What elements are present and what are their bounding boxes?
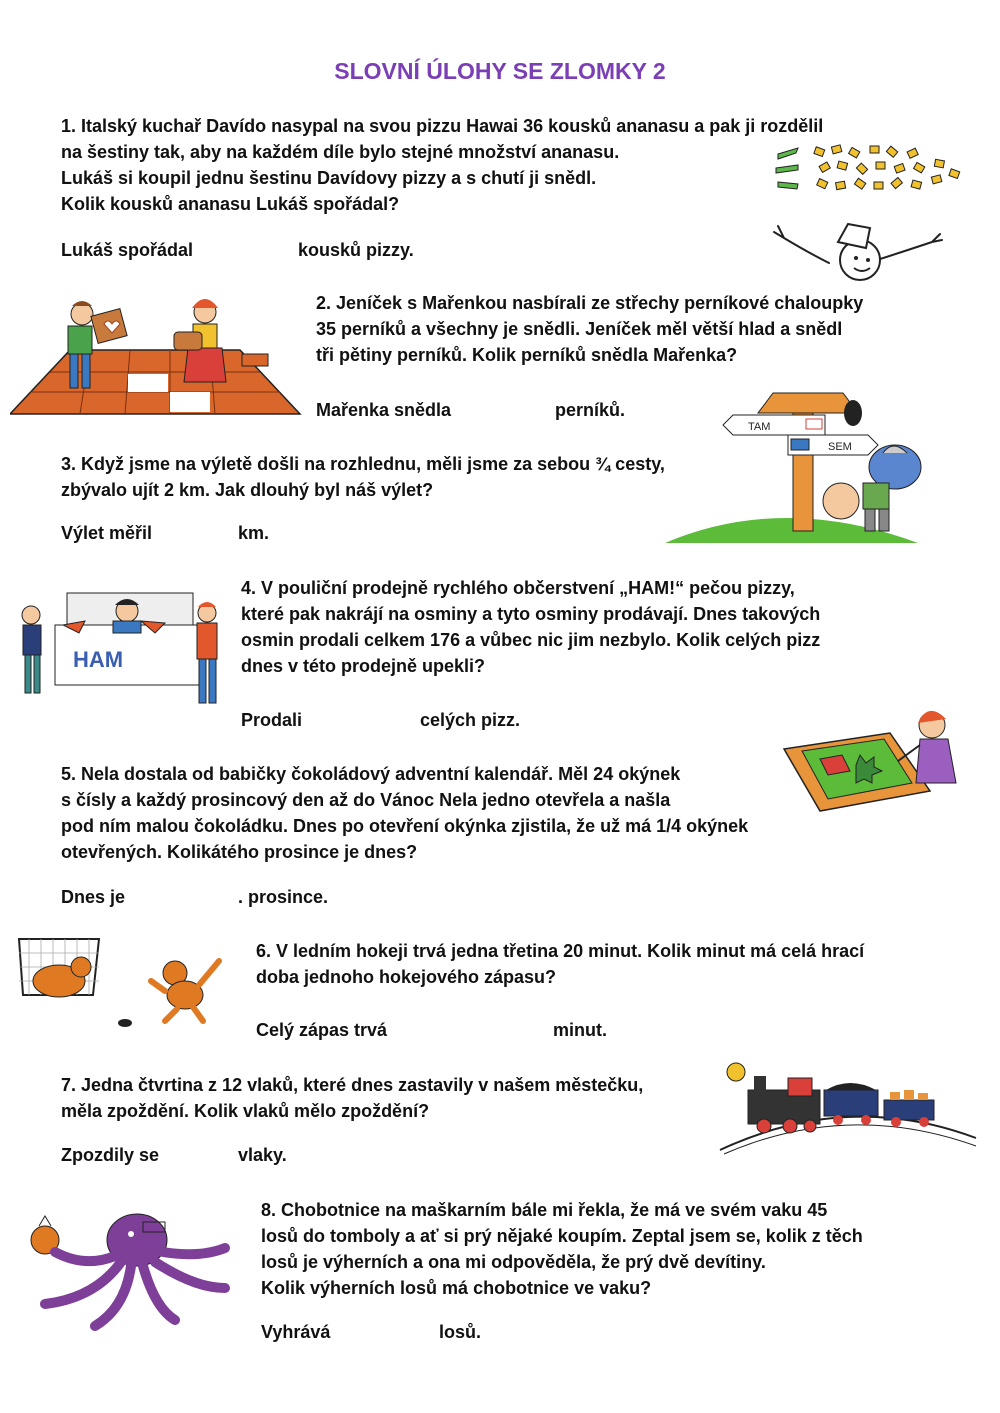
problem-6-answer-prefix: Celý zápas trvá (256, 1020, 388, 1040)
problem-8-text (261, 1197, 863, 1301)
train-illustration (718, 1060, 978, 1155)
problem-6-text (256, 938, 864, 990)
page-title: SLOVNÍ ÚLOHY SE ZLOMKY 2 (334, 58, 666, 84)
problem-3-answer-suffix: km. (238, 523, 270, 543)
cook-illustration (770, 212, 945, 292)
problem-2-answer-prefix: Mařenka snědla (316, 400, 452, 420)
problem-2-text (316, 290, 863, 368)
problem-5-line: s čísly a každý prosincový den až do Vánoc Nela jedno otevřela a našla (61, 790, 671, 810)
ham-shop-illustration (15, 585, 235, 715)
problem-6-answer-suffix: minut. (553, 1020, 607, 1040)
problem-8-answer-suffix: losů. (439, 1322, 482, 1342)
problem-5-answer-suffix: . prosince. (238, 887, 329, 907)
problem-1-text (61, 113, 823, 217)
problem-3-line: 3. Když jsme na výletě došli na rozhlednu, měli jsme za sebou ¾ cesty, (61, 454, 665, 474)
problem-3-text (61, 451, 665, 503)
sign-back-label: SEM (828, 441, 852, 453)
problem-4-line: dnes v této prodejně upekli? (241, 656, 486, 676)
hockey-bears-illustration (15, 935, 245, 1030)
problem-7-answer-suffix: vlaky. (238, 1145, 287, 1165)
problem-2-line: 2. Jeníček s Mařenkou nasbírali ze střechy perníkové chaloupky (316, 293, 864, 313)
sign-there-label: TAM (748, 421, 771, 433)
problem-2-line: 35 perníků a všechny je snědli. Jeníček měl větší hlad a snědl (316, 319, 843, 339)
problem-8-line: 8. Chobotnice na maškarním bále mi řekla, že má ve svém vaku 45 (261, 1200, 828, 1220)
problem-2-answer-suffix: perníků. (555, 400, 626, 420)
gingerbread-roof-illustration (10, 292, 305, 422)
problem-5-answer-prefix: Dnes je (61, 887, 126, 907)
advent-calendar-illustration (780, 705, 970, 815)
problem-3-answer-prefix: Výlet měřil (61, 523, 153, 543)
problem-1-line: Kolik kousků ananasu Lukáš spořádal? (61, 194, 400, 214)
problem-5-text (61, 761, 748, 865)
problem-4-text (241, 575, 820, 679)
signpost-hiker-illustration (663, 383, 923, 548)
problem-7-answer-prefix: Zpozdily se (61, 1145, 160, 1165)
problem-1-line: na šestiny tak, aby na každém díle bylo stejné množství ananasu. (61, 142, 620, 162)
problem-4-line: 4. V pouliční prodejně rychlého občerstvení „HAM!“ pečou pizzy, (241, 578, 795, 598)
problem-7-line: 7. Jedna čtvrtina z 12 vlaků, které dnes zastavily v našem městečku, (61, 1075, 644, 1095)
problem-1-line: Lukáš si koupil jednu šestinu Davídovy pizzy a s chutí ji snědl. (61, 168, 597, 188)
problem-6-line: doba jednoho hokejového zápasu? (256, 967, 557, 987)
pineapple-pieces-illustration (770, 140, 970, 200)
problem-1-answer-suffix: kousků pizzy. (298, 240, 414, 260)
problem-4-line: osmin prodali celkem 176 a vůbec nic jim nezbylo. Kolik celých pizz (241, 630, 821, 650)
problem-4-answer-prefix: Prodali (241, 710, 303, 730)
problem-1-answer-prefix: Lukáš spořádal (61, 240, 194, 260)
problem-5-line: otevřených. Kolikátého prosince je dnes? (61, 842, 418, 862)
problem-8-line: losů je výherních a ona mi odpověděla, že prý dvě devítiny. (261, 1252, 766, 1272)
shop-sign-text: HAM (73, 647, 124, 672)
problem-6-line: 6. V ledním hokeji trvá jedna třetina 20 minut. Kolik minut má celá hrací (256, 941, 865, 961)
problem-7-line: měla zpoždění. Kolik vlaků mělo zpoždění? (61, 1101, 430, 1121)
problem-5-line: pod ním malou čokoládku. Dnes po otevření okýnka zjistila, že už má 1/4 okýnek (61, 816, 749, 836)
problem-7-text (61, 1072, 643, 1124)
problem-2-line: tři pětiny perníků. Kolik perníků snědla Mařenka? (316, 345, 738, 365)
problem-3-line: zbývalo ujít 2 km. Jak dlouhý byl náš výlet? (61, 480, 434, 500)
problem-1-line: 1. Italský kuchař Davído nasypal na svou pizzu Hawai 36 kousků ananasu a pak ji rozdělil (61, 116, 824, 136)
octopus-illustration (25, 1208, 240, 1333)
problem-8-answer-prefix: Vyhrává (261, 1322, 331, 1342)
problem-4-line: které pak nakrájí na osminy a tyto osminy prodávají. Dnes takových (241, 604, 821, 624)
problem-8-line: Kolik výherních losů má chobotnice ve vaku? (261, 1278, 652, 1298)
problem-5-line: 5. Nela dostala od babičky čokoládový adventní kalendář. Měl 24 okýnek (61, 764, 681, 784)
problem-8-line: losů do tomboly a ať si prý nějaké koupím. Zeptal jsem se, kolik z těch (261, 1226, 863, 1246)
problem-4-answer-suffix: celých pizz. (420, 710, 521, 730)
